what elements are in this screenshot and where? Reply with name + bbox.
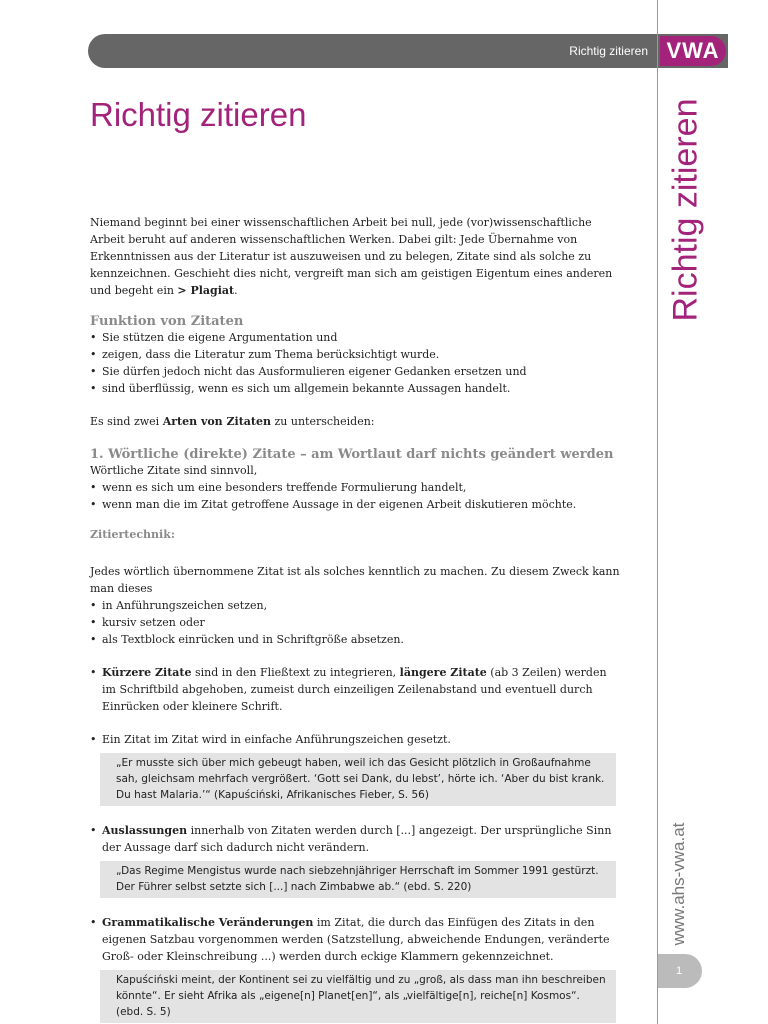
list-item: • wenn man die im Zitat getroffene Aussage in der eigenen Arbeit diskutieren möchte. [90,496,622,513]
kurze-text-1: sind in den Fließtext zu integrieren, [191,666,400,679]
woertlich-list [90,479,622,513]
grammatik-bold: Grammatikalische Veränderungen [102,916,314,929]
intro-paragraph [90,214,622,299]
arten-post: zu unterscheiden: [271,415,375,428]
vwa-logo: VWA [660,36,726,66]
arten-paragraph [90,413,622,430]
page-title: Richtig zitieren [90,96,307,133]
bullet: • [90,666,97,679]
quote-box: „Er musste sich über mich gebeugt haben, weil ich das Gesicht plötzlich in Großaufnahme sah, gleichsam mehrfach vergrößert. ‘Gott sei Dank, du lebst’, hörte ich. ‘Aber du bist krank. Du hast Malaria.’“ (Kapuściński, Afrikanisches Fieber, S. 56) [100,753,616,806]
list-item: • wenn es sich um eine besonders treffende Formulierung handelt, [90,479,622,496]
side-title: Richtig zitieren [666,98,705,322]
list-item: • kursiv setzen oder [90,614,622,631]
margin-divider [657,0,658,1024]
quote-box: „Das Regime Mengistus wurde nach siebzehnjähriger Herrschaft im Sommer 1991 gestürzt. Der Führer selbst setzte sich [...] nach Zimbabwe ab.“ (ebd. S. 220) [100,861,616,898]
bullet: • [90,824,97,837]
main-content [90,96,622,1023]
auslassungen-text: innerhalb von Zitaten werden durch [...] angezeigt. Der ursprüngliche Sinn der Aussage darf sich dadurch nicht verändern. [102,824,612,854]
funktion-heading: Funktion von Zitaten [90,314,244,329]
kurze-zitate-item [90,664,622,715]
kurze-bold-1: Kürzere Zitate [102,666,192,679]
zitat-im-zitat-text: Ein Zitat im Zitat wird in einfache Anführungszeichen gesetzt. [102,733,451,746]
kurze-bold-2: längere Zitate [399,666,487,679]
intro-end: . [234,284,238,297]
technik-intro: Jedes wörtlich übernommene Zitat ist als solches kenntlich zu machen. Zu diesem Zweck kann man dieses [90,565,620,595]
auslassungen-bold: Auslassungen [102,824,188,837]
grammatik-text: im Zitat, die durch das Einfügen des Zitats in den eigenen Satzbau vorgenommen werden (Satzstellung, abweichende Endungen, veränderte Groß- oder Kleinschreibung ...) werden durch eckige Klammern gekennzeichnet. [102,916,610,963]
bullet: • [90,916,97,929]
page-number: 1 [658,954,702,988]
website-link[interactable]: www.ahs-vwa.at [669,822,688,946]
technik-heading: Zitiertechnik: [90,528,175,541]
grammatik-item [90,914,622,965]
kurze-text-2: (ab 3 Zeilen) werden im Schriftbild abgehoben, zumeist durch einzeiligen Zeilenabstand und eventuell durch Einrücken oder kleinere Schrift. [102,666,607,713]
list-item: • in Anführungszeichen setzen, [90,597,622,614]
plagiat-link[interactable]: > Plagiat [177,284,235,297]
woertlich-intro: Wörtliche Zitate sind sinnvoll, [90,464,258,477]
arten-pre: Es sind zwei [90,415,163,428]
list-item: • sind überflüssig, wenn es sich um allgemein bekannte Aussagen handelt. [90,380,622,397]
woertlich-heading: 1. Wörtliche (direkte) Zitate – am Wortlaut darf nichts geändert werden [90,447,614,462]
list-item: • Sie dürfen jedoch nicht das Ausformulieren eigener Gedanken ersetzen und [90,363,622,380]
technik-list [90,597,622,648]
list-item: • Sie stützen die eigene Argumentation und [90,329,622,346]
quote-box: Kapuściński meint, der Kontinent sei zu vielfältig und zu „groß, als dass man ihn beschreiben könnte“. Er sieht Afrika als „eigene[n] Planet[en]“, als „vielfältige[n], reiche[n] Kosmos“. (ebd. S. 5) [100,970,616,1023]
header-title: Richtig zitieren [569,44,648,58]
bullet: • [90,733,97,746]
auslassungen-item [90,822,622,856]
list-item: • zeigen, dass die Literatur zum Thema berücksichtigt wurde. [90,346,622,363]
funktion-list [90,329,622,397]
list-item: • als Textblock einrücken und in Schriftgröße absetzen. [90,631,622,648]
zitat-im-zitat-item [90,731,622,748]
arten-bold: Arten von Zitaten [162,415,271,428]
intro-text: Niemand beginnt bei einer wissenschaftlichen Arbeit bei null, jede (vor)wissenschaftliche Arbeit beruht auf anderen wissenschaftlichen Werken. Dabei gilt: Jede Übernahme von Erkenntnissen aus der Literatur ist auszuweisen und zu belegen, Zitate sind als solche zu kennzeichnen. Geschieht dies nicht, vergreift man sich am geistigen Eigentum eines anderen und begeht ein [90,216,613,297]
